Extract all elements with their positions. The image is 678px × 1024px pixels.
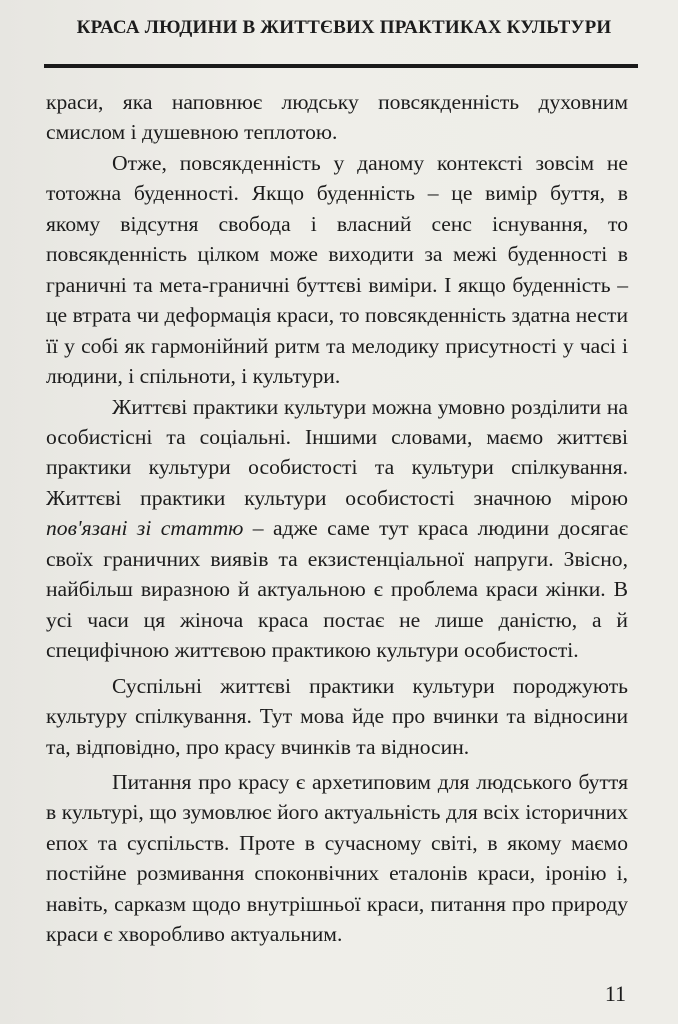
paragraph-text-start: Життєві практики культури можна умовно розділити на особистісні та соціальні. Іншими словами, маємо життєві практики культури особистості та культури спілкування. Життєві практики культури особистості значною мірою (46, 394, 628, 510)
header-rule (44, 64, 638, 68)
page-number: 11 (604, 981, 626, 1006)
paragraph-social-practices: Суспільні життєві практики культури породжують культуру спілкування. Тут мова йде про вчинки та відносини та, відповідно, про красу вчинків та відносин. (46, 673, 628, 759)
body-text (46, 87, 628, 950)
paragraph-continuation: краси, яка наповнює людську повсякденність духовним смислом і душевною теплотою. (46, 90, 628, 145)
paragraph-beauty-question: Питання про красу є архетиповим для людського буття в культурі, що зумовлює його актуальність для всіх історичних епох та суспільств. Проте в сучасному світі, в якому маємо постійне розмивання споконвічних еталонів краси, іронію і, навіть, сарказм щодо внутрішньої краси, питання про природу краси є хворобливо актуальним. (46, 769, 628, 947)
running-head: КРАСА ЛЮДИНИ В ЖИТТЄВИХ ПРАКТИКАХ КУЛЬТУРИ (76, 17, 612, 38)
paragraph-text-end: – адже саме тут краса людини досягає своїх граничних виявів та екзистенціальної напруги. Звісно, найбільш виразною й актуальною є проблема краси жінки. В усі часи ця жіноча краса постає не лише даністю, а й специфічною життєвою практикою культури особистості. (46, 516, 628, 663)
paragraph-everyday-life: Отже, повсякденність у даному контексті зовсім не тотожна буденності. Якщо буденність – це вимір буття, в якому відсутня свобода і власний сенс існування, то повсякденність цілком може виходити за межі буденності в граничні та мета-граничні буттєві виміри. І якщо буденність – це втрата чи деформація краси, то повсякденність здатна нести її у собі як гармонійний ритм та мелодику присутності у часі і людини, і спільноти, і культури. (46, 150, 628, 389)
italic-phrase: пов'язані зі статтю (46, 516, 244, 541)
paragraph-life-practices (46, 392, 628, 666)
